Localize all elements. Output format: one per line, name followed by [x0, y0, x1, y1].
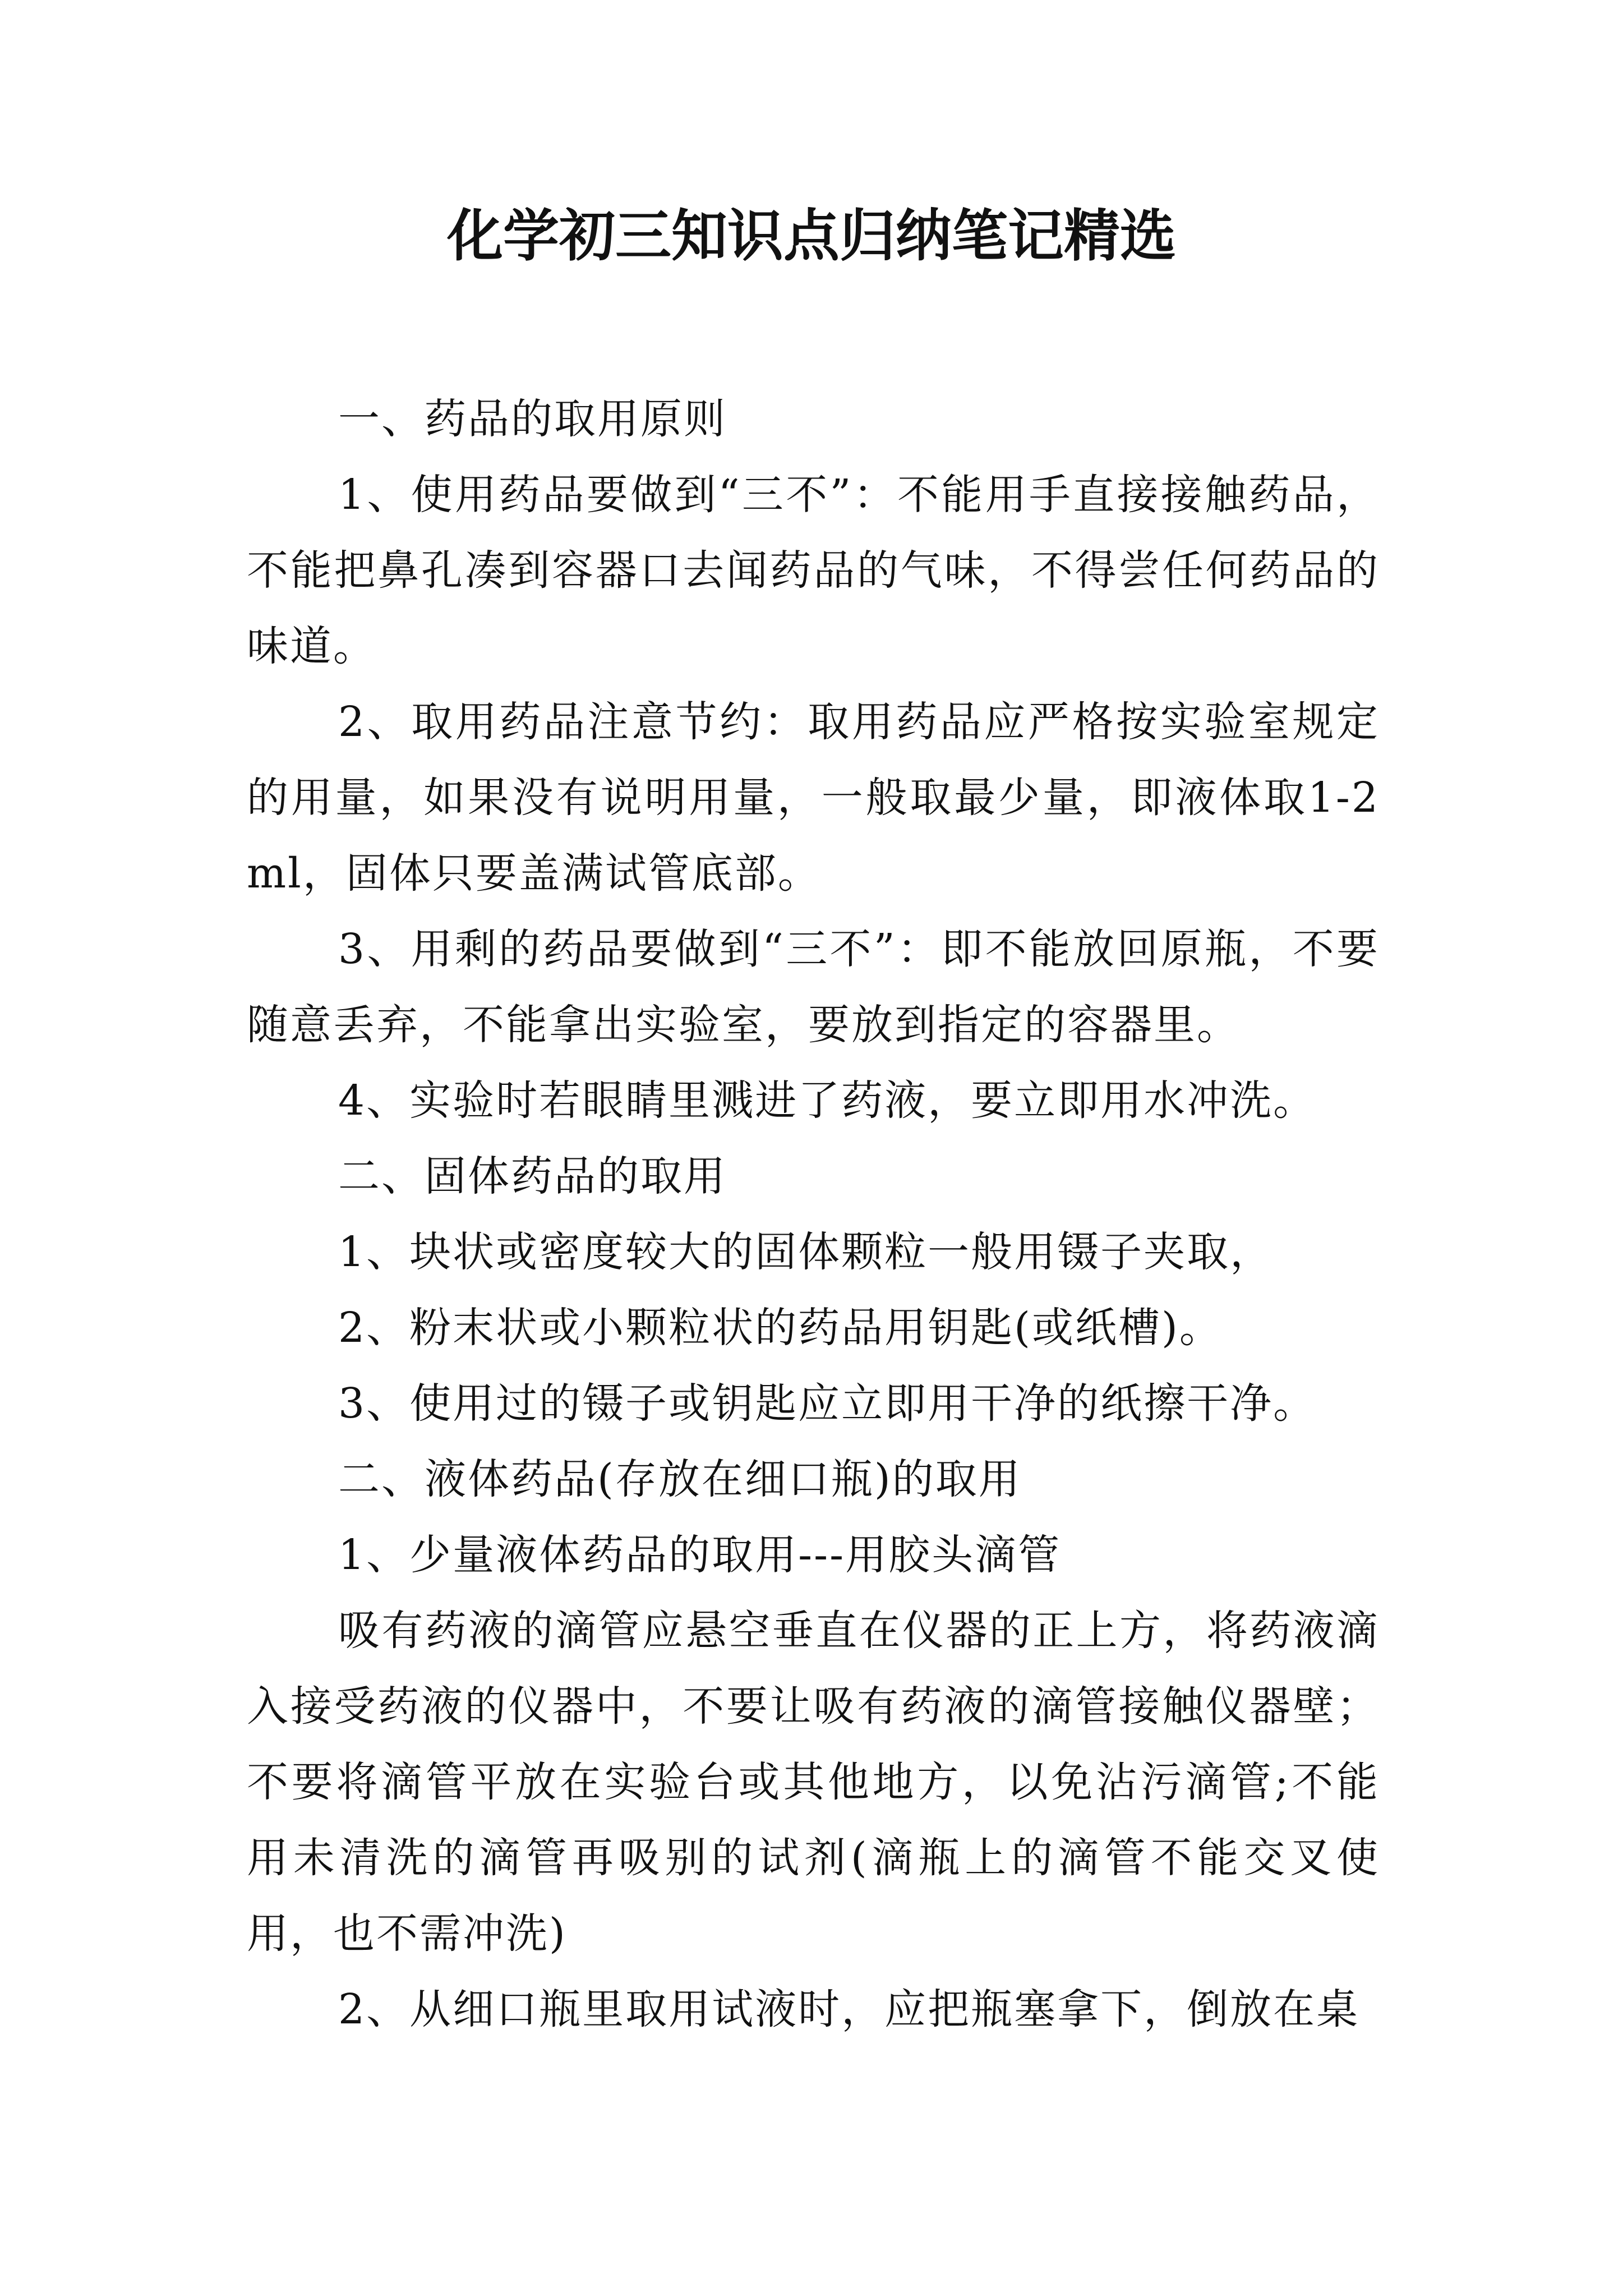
paragraph: 2、取用药品注意节约：取用药品应严格按实验室规定的用量，如果没有说明用量，一般取最少量，即液体取1-2ml，固体只要盖满试管底部。	[247, 698, 1380, 898]
section-heading: 二、固体药品的取用	[338, 1152, 727, 1200]
paragraph: 1、少量液体药品的取用---用胶头滴管	[338, 1531, 1062, 1579]
document-body	[247, 381, 1380, 2047]
paragraph: 3、使用过的镊子或钥匙应立即用干净的纸擦干净。	[338, 1379, 1317, 1428]
paragraph: 3、用剩的药品要做到“三不”：即不能放回原瓶，不要随意丢弃，不能拿出实验室，要放到指定的容器里。	[247, 925, 1380, 1049]
section-heading: 二、液体药品(存放在细口瓶)的取用	[338, 1455, 1022, 1503]
paragraph: 1、使用药品要做到“三不”：不能用手直接接触药品，不能把鼻孔凑到容器口去闻药品的气味，不得尝任何药品的味道。	[247, 471, 1380, 670]
paragraph: 吸有药液的滴管应悬空垂直在仪器的正上方，将药液滴入接受药液的仪器中，不要让吸有药液的滴管接触仪器壁；不要将滴管平放在实验台或其他地方，以免沾污滴管;不能用未清洗的滴管再吸别的试剂(滴瓶上的滴管不能交叉使用，也不需冲洗)	[247, 1607, 1380, 1958]
paragraph: 4、实验时若眼睛里溅进了药液，要立即用水冲洗。	[338, 1076, 1317, 1125]
document-title: 化学初三知识点归纳笔记精选	[447, 203, 1176, 269]
paragraph: 2、粉末状或小颗粒状的药品用钥匙(或纸槽)。	[338, 1304, 1223, 1352]
paragraph: 1、块状或密度较大的固体颗粒一般用镊子夹取，	[338, 1228, 1274, 1276]
paragraph: 2、从细口瓶里取用试液时，应把瓶塞拿下，倒放在桌	[338, 1985, 1360, 2033]
section-heading: 一、药品的取用原则	[338, 395, 727, 443]
